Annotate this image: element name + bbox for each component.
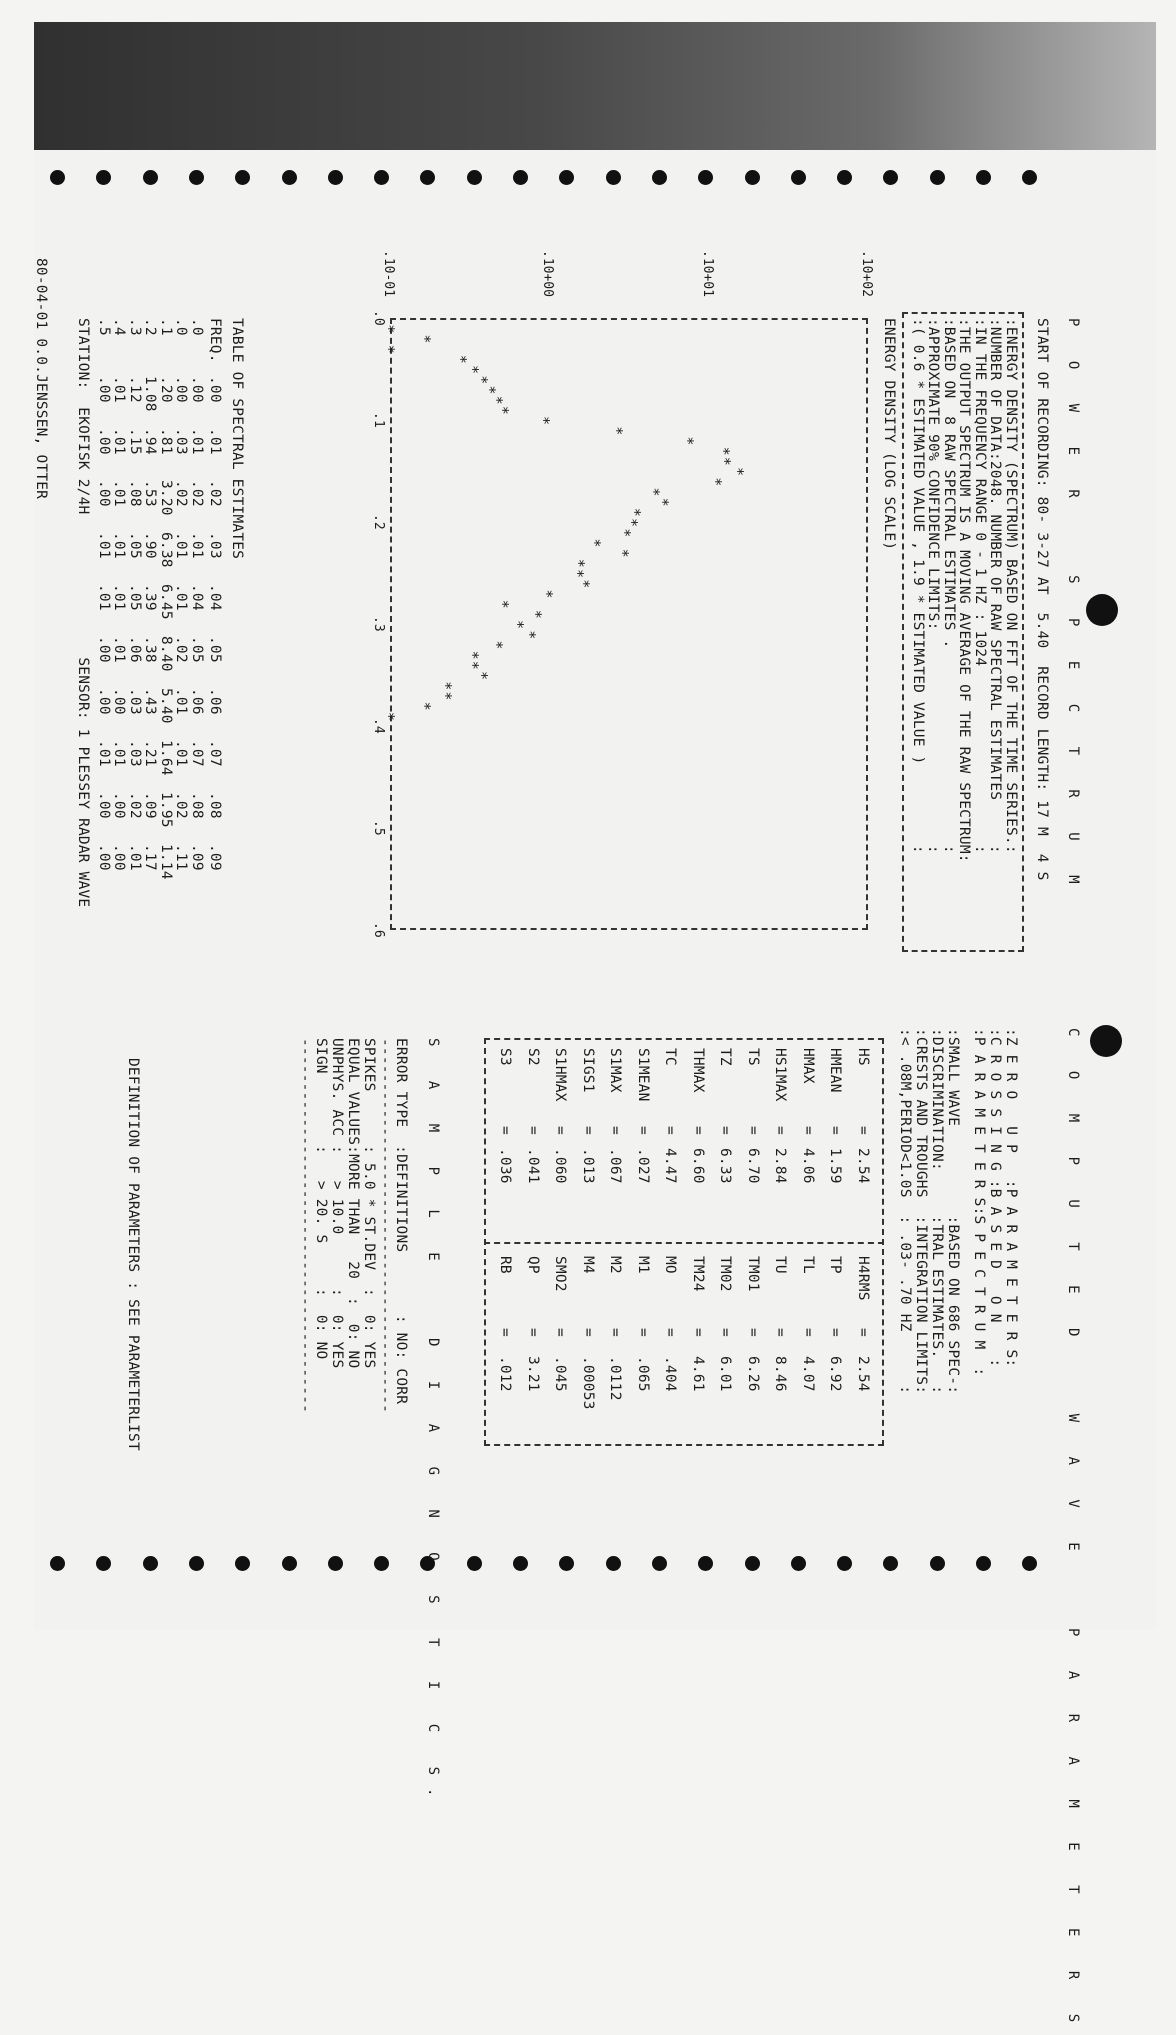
plot-axis-label: ENERGY DENSITY (LOG SCALE)	[881, 318, 897, 551]
param-eq: =	[745, 1328, 761, 1337]
param-value: 6.26	[745, 1356, 761, 1392]
note-line: :SMALL WAVE :BASED ON 686 SPEC-:	[945, 1028, 961, 1395]
table-cell: .94	[142, 428, 159, 455]
feed-hole	[374, 170, 389, 185]
spectrum-point: *	[481, 385, 499, 395]
table-header-cell: .02	[207, 480, 223, 507]
param-value: 2.54	[855, 1356, 871, 1392]
feed-hole	[50, 170, 65, 185]
spectrum-point: *	[437, 681, 456, 691]
table-cell: .00	[96, 688, 112, 715]
x-tick-label: .3	[371, 616, 386, 632]
spectrum-point: *	[380, 344, 398, 354]
table-cell: .00	[96, 844, 112, 871]
table-cell: .43	[142, 688, 159, 715]
param-value: .045	[552, 1356, 569, 1392]
info-line: :THE OUTPUT SPECTRUM IS A MOVING AVERAGE OF THE RAW SPECTRUM:	[956, 318, 973, 863]
param-eq: =	[497, 1328, 514, 1337]
table-cell: .4	[111, 318, 128, 336]
table-cell: .01	[111, 636, 128, 663]
param-value: .067	[607, 1148, 624, 1184]
rotated-printout	[0, 250, 1081, 2035]
diag-line: SIGN : > 20. S : 0: NO	[313, 1038, 329, 1360]
param-eq: =	[690, 1328, 706, 1337]
param-eq: =	[525, 1126, 541, 1135]
param-value: .065	[635, 1356, 651, 1392]
diagnostics-title: S A M P L E D I A G N O S T I C S.	[425, 1038, 441, 1810]
spectrum-point: *	[570, 558, 589, 568]
param-eq: =	[800, 1126, 816, 1135]
param-eq: =	[635, 1126, 651, 1135]
table-cell: .08	[127, 480, 143, 507]
param-eq: =	[717, 1126, 734, 1135]
diag-line: ------------------------------------------	[377, 1038, 393, 1414]
param-eq: =	[827, 1328, 844, 1337]
scan-dark-band	[34, 22, 1156, 162]
info-line: :( 0.6 * ESTIMATED VALUE , 1.9 * ESTIMATED VALUE ) :	[910, 318, 926, 854]
param-eq: =	[717, 1328, 734, 1337]
table-cell: .01	[173, 584, 190, 611]
table-cell: 3.20	[158, 480, 174, 516]
spectrum-point: *	[653, 497, 672, 507]
table-cell: .17	[142, 844, 159, 871]
spectrum-point: *	[415, 701, 434, 711]
param-name: SMO2	[552, 1256, 569, 1292]
table-cell: .12	[127, 376, 143, 403]
param-name: TC	[662, 1048, 679, 1066]
spectrum-point: *	[508, 620, 527, 630]
param-eq: =	[855, 1328, 871, 1337]
x-tick-label: .5	[371, 820, 386, 836]
param-eq: =	[580, 1328, 596, 1337]
feed-hole	[467, 170, 482, 185]
param-value: .013	[580, 1148, 596, 1184]
table-cell: .20	[158, 376, 174, 403]
spectrum-point: *	[575, 579, 594, 589]
param-eq: =	[662, 1328, 679, 1337]
param-name: TM01	[745, 1256, 761, 1292]
table-cell: .00	[96, 636, 112, 663]
table-cell: .01	[111, 428, 128, 455]
table-cell: .02	[173, 636, 190, 663]
y-tick-label: .10+01	[699, 250, 715, 297]
y-tick-label: .10+02	[859, 250, 874, 297]
table-cell: .1	[158, 318, 174, 336]
param-eq: =	[855, 1126, 871, 1135]
param-name: TU	[772, 1256, 789, 1274]
table-cell: .2	[142, 318, 159, 336]
diag-line: SPIKES : 5.0 * ST.DEV : 0: YES	[361, 1038, 377, 1369]
table-cell: .01	[111, 376, 128, 403]
param-eq: =	[607, 1126, 624, 1135]
table-cell: .00	[111, 688, 128, 715]
note-line: :CRESTS AND TROUGHS :INTEGRATION LIMITS:	[913, 1028, 929, 1395]
table-cell: .53	[142, 480, 159, 507]
param-eq: =	[662, 1126, 679, 1135]
feed-hole	[976, 170, 991, 185]
tractor-holes-top	[50, 170, 1150, 186]
param-name: M4	[580, 1256, 596, 1274]
spectrum-point: *	[451, 354, 470, 364]
table-cell: .01	[96, 584, 112, 611]
table-cell: .01	[111, 532, 128, 559]
spectrum-point: *	[729, 467, 748, 477]
feed-hole	[143, 170, 158, 185]
param-value: 4.07	[800, 1356, 816, 1392]
table-cell: 6.45	[158, 584, 174, 620]
spectrum-point: *	[487, 395, 506, 405]
table-cell: 5.40	[158, 688, 174, 724]
table-cell: .05	[189, 636, 205, 663]
param-name: HS1MAX	[772, 1048, 789, 1102]
param-name: S3	[497, 1048, 514, 1066]
param-eq: =	[772, 1126, 789, 1135]
spectrum-point: *	[706, 477, 725, 487]
spectrum-point: *	[535, 416, 554, 426]
x-tick-label: .1	[371, 412, 386, 428]
info-line: :BASED ON 8 RAW SPECTRAL ESTIMATES . :	[941, 318, 957, 854]
param-name: RB	[497, 1256, 514, 1274]
param-name: TP	[827, 1256, 844, 1274]
punch-hole	[1086, 594, 1118, 626]
table-cell: .06	[127, 636, 143, 663]
param-value: 6.01	[717, 1356, 734, 1392]
spectrum-point: *	[568, 569, 587, 579]
feed-hole	[883, 170, 898, 185]
feed-hole	[513, 170, 528, 185]
spectrum-point: *	[520, 630, 539, 640]
spectrum-plot-frame	[390, 318, 868, 930]
param-name: QP	[525, 1256, 541, 1274]
spectrum-point: *	[463, 660, 482, 670]
param-value: .060	[552, 1148, 569, 1184]
definition-note: DEFINITION OF PARAMETERS : SEE PARAMETERLIST	[125, 1058, 141, 1451]
table-cell: .00	[189, 376, 205, 403]
table-cell: .01	[189, 532, 205, 559]
spectrum-point: *	[463, 650, 482, 660]
header-line: :P A R A M E T E R S:S P E C T R U M :	[971, 1028, 987, 1377]
table-cell: 1.95	[158, 792, 174, 828]
table-header-cell: .05	[207, 636, 223, 663]
param-name: TZ	[717, 1048, 734, 1066]
table-cell: .01	[111, 584, 128, 611]
table-cell: .00	[96, 480, 112, 507]
feed-hole	[328, 170, 343, 185]
param-value: 2.54	[855, 1148, 871, 1184]
power-spectrum-title: P O W E R S P E C T R U M	[1065, 318, 1081, 897]
param-value: 2.84	[772, 1148, 789, 1184]
param-value: .00053	[580, 1356, 596, 1410]
param-value: 3.21	[525, 1356, 541, 1392]
table-header-cell: .00	[207, 376, 223, 403]
param-value: 1.59	[827, 1148, 844, 1184]
table-cell: .02	[173, 480, 190, 507]
table-cell: .01	[173, 688, 190, 715]
param-name: HMEAN	[827, 1048, 844, 1093]
table-header-cell: .07	[207, 740, 223, 767]
table-cell: .02	[127, 792, 143, 819]
spectrum-point: *	[613, 548, 632, 558]
note-line: :< .08M,PERIOD<1.0S : .03- .70 HZ :	[897, 1028, 913, 1395]
spectrum-point: *	[473, 671, 491, 681]
y-tick-label: .10-01	[381, 250, 396, 297]
table-header-cell: FREQ.	[207, 318, 223, 363]
table-cell: .08	[189, 792, 205, 819]
param-name: M1	[635, 1256, 651, 1274]
feed-hole	[189, 170, 204, 185]
feed-hole	[745, 170, 760, 185]
table-header-cell: .06	[207, 688, 223, 715]
spectrum-point: *	[715, 446, 734, 456]
table-header-cell: .08	[207, 792, 223, 819]
spectrum-point: *	[494, 599, 513, 609]
param-value: .012	[497, 1356, 514, 1392]
table-cell: .05	[127, 532, 143, 559]
param-name: S1MEAN	[635, 1048, 651, 1102]
parameters-divider	[484, 1242, 884, 1244]
table-cell: .39	[142, 584, 159, 611]
param-eq: =	[552, 1328, 569, 1337]
spectrum-point: *	[625, 507, 644, 517]
table-cell: .03	[173, 428, 190, 455]
param-name: SIGS1	[580, 1048, 596, 1093]
param-name: MO	[662, 1256, 679, 1274]
x-tick-label: .2	[371, 514, 386, 530]
table-cell: .05	[127, 584, 143, 611]
param-value: .036	[497, 1148, 514, 1184]
table-cell: .00	[111, 792, 128, 819]
table-cell: .3	[127, 318, 143, 336]
spectrum-point: *	[380, 324, 398, 334]
spectrum-point: *	[623, 518, 641, 528]
table-cell: .04	[189, 584, 205, 611]
feed-hole	[606, 170, 621, 185]
param-value: .404	[662, 1356, 679, 1392]
x-tick-label: .6	[371, 922, 386, 938]
table-cell: .03	[127, 740, 143, 767]
table-cell: .01	[111, 480, 128, 507]
table-cell: .09	[142, 792, 159, 819]
table-cell: .07	[189, 740, 205, 767]
diag-line: UNPHYS. ACC : > 10.0 : 0: YES	[329, 1038, 345, 1369]
table-cell: .00	[96, 376, 112, 403]
x-tick-label: .0	[371, 310, 386, 326]
table-header-cell: .04	[207, 584, 223, 611]
table-cell: .5	[96, 318, 112, 336]
table-cell: 1.14	[158, 844, 174, 880]
spectrum-point: *	[494, 405, 513, 415]
diag-line: EQUAL VALUES:MORE THAN 20 : 0: NO	[345, 1038, 361, 1369]
spectrum-point: *	[527, 609, 546, 619]
table-cell: .00	[96, 792, 112, 819]
table-cell: .21	[142, 740, 159, 767]
table-cell: 8.40	[158, 636, 174, 672]
diag-line: ERROR TYPE :DEFINITIONS : NO: CORR	[393, 1038, 409, 1405]
punch-hole	[1090, 1025, 1122, 1057]
param-eq: =	[772, 1328, 789, 1337]
recording-info: START OF RECORDING: 80- 3-27 AT 5.40 RECORD LENGTH: 17 M 4 S	[1034, 318, 1050, 881]
param-name: S1MAX	[607, 1048, 624, 1093]
param-name: H4RMS	[855, 1256, 871, 1301]
table-cell: .01	[173, 532, 190, 559]
param-name: THMAX	[690, 1048, 706, 1093]
param-value: 4.06	[800, 1148, 816, 1184]
feed-hole	[930, 170, 945, 185]
spectrum-point: *	[608, 426, 627, 436]
param-value: .027	[635, 1148, 651, 1184]
table-cell: .0	[189, 318, 205, 336]
table-cell: .0	[173, 318, 190, 336]
param-name: TM02	[717, 1256, 734, 1292]
spectrum-point: *	[463, 365, 482, 375]
spectrum-point: *	[715, 456, 734, 466]
spectrum-point: *	[538, 589, 557, 599]
table-cell: .81	[158, 428, 174, 455]
param-value: 6.70	[745, 1148, 761, 1184]
table-cell: .11	[173, 844, 190, 871]
info-line: :IN THE FREQUENCY RANGE 0 - 1 HZ : 1024 :	[972, 318, 988, 854]
spectrum-point: *	[615, 528, 634, 538]
table-cell: .38	[142, 636, 159, 663]
table-cell: .02	[189, 480, 205, 507]
table-cell: .00	[111, 844, 128, 871]
info-line: :APPROXIMATE 90% CONFIDENCE LIMITS: :	[925, 318, 942, 854]
footer-operator-line: 80-04-01 0.0.JENSSEN, OTTER	[33, 258, 49, 500]
feed-hole	[698, 170, 713, 185]
spectrum-point: *	[586, 538, 605, 548]
param-eq: =	[607, 1328, 624, 1337]
param-eq: =	[800, 1328, 816, 1337]
table-cell: .00	[173, 376, 190, 403]
feed-hole	[96, 170, 111, 185]
table-title: TABLE OF SPECTRAL ESTIMATES	[229, 318, 245, 560]
param-eq: =	[745, 1126, 761, 1135]
param-value: 4.47	[662, 1148, 679, 1184]
table-cell: .09	[189, 844, 205, 871]
table-cell: .01	[127, 844, 143, 871]
param-name: S1HMAX	[552, 1048, 569, 1102]
table-cell: .01	[96, 740, 112, 767]
param-value: 6.60	[690, 1148, 706, 1184]
table-cell: .01	[189, 428, 205, 455]
param-name: HS	[855, 1048, 871, 1066]
table-header-cell: .01	[207, 428, 223, 455]
spectrum-point: *	[679, 436, 698, 446]
param-value: 6.33	[717, 1148, 734, 1184]
table-cell: .01	[111, 740, 128, 767]
param-value: .041	[525, 1148, 541, 1184]
feed-hole	[282, 170, 297, 185]
table-cell: .90	[142, 532, 159, 559]
table-cell: 6.38	[158, 532, 174, 568]
y-tick-label: .10+00	[540, 250, 556, 297]
spectrum-point: *	[380, 711, 398, 721]
param-eq: =	[552, 1126, 569, 1135]
table-cell: 1.64	[158, 740, 174, 776]
spectrum-point: *	[415, 334, 434, 344]
spectrum-point: *	[644, 487, 663, 497]
table-cell: .00	[96, 428, 112, 455]
param-name: M2	[607, 1256, 624, 1274]
param-name: TL	[800, 1256, 816, 1274]
param-value: 4.61	[690, 1356, 706, 1392]
param-value: 8.46	[772, 1356, 789, 1392]
param-eq: =	[497, 1126, 514, 1135]
param-eq: =	[525, 1328, 541, 1337]
feed-hole	[791, 170, 806, 185]
table-cell: .15	[127, 428, 143, 455]
diag-line: ------------------------------------------	[297, 1038, 313, 1414]
param-value: 6.92	[827, 1356, 844, 1392]
header-line: :Z E R O U P :P A R A M E T E R S:	[1003, 1028, 1019, 1368]
feed-hole	[652, 170, 667, 185]
param-eq: =	[690, 1126, 706, 1135]
table-cell: .06	[189, 688, 205, 715]
table-header-cell: .03	[207, 532, 223, 559]
feed-hole	[1022, 170, 1037, 185]
table-cell: .03	[127, 688, 143, 715]
spectrum-point: *	[473, 375, 491, 385]
param-eq: =	[580, 1126, 596, 1135]
station-sensor-line: STATION: EKOFISK 2/4H SENSOR: 1 PLESSEY RADAR WAVE	[75, 318, 91, 908]
param-name: TM24	[690, 1256, 706, 1292]
table-cell: .01	[173, 740, 190, 767]
info-line: :ENERGY DENSITY (SPECTRUM) BASED ON FFT OF THE TIME SERIES.:	[1003, 318, 1019, 854]
info-line: :NUMBER OF DATA:2048. NUMBER OF RAW SPECTRAL ESTIMATES :	[987, 318, 1004, 854]
feed-hole	[837, 170, 852, 185]
table-cell: .02	[173, 792, 190, 819]
param-name: TS	[745, 1048, 761, 1066]
feed-hole	[235, 170, 250, 185]
param-name: S2	[525, 1048, 541, 1066]
wave-parameters-title: C O M P U T E D W A V E P A R A M E T E R S	[1065, 1028, 1081, 2035]
param-name: HMAX	[800, 1048, 816, 1084]
table-header-cell: .09	[207, 844, 223, 871]
table-cell: 1.08	[142, 376, 159, 412]
header-line: :C R O S S I N G :B A S E D O N :	[987, 1028, 1003, 1368]
feed-hole	[420, 170, 435, 185]
table-cell: .01	[96, 532, 112, 559]
note-line: :DISCRIMINATION: :TRAL ESTIMATES. :	[929, 1028, 945, 1395]
param-eq: =	[635, 1328, 651, 1337]
feed-hole	[559, 170, 574, 185]
x-tick-label: .4	[371, 718, 386, 734]
spectrum-point: *	[437, 691, 456, 701]
param-eq: =	[827, 1126, 844, 1135]
spectrum-point: *	[487, 640, 506, 650]
param-value: .0112	[607, 1356, 624, 1401]
